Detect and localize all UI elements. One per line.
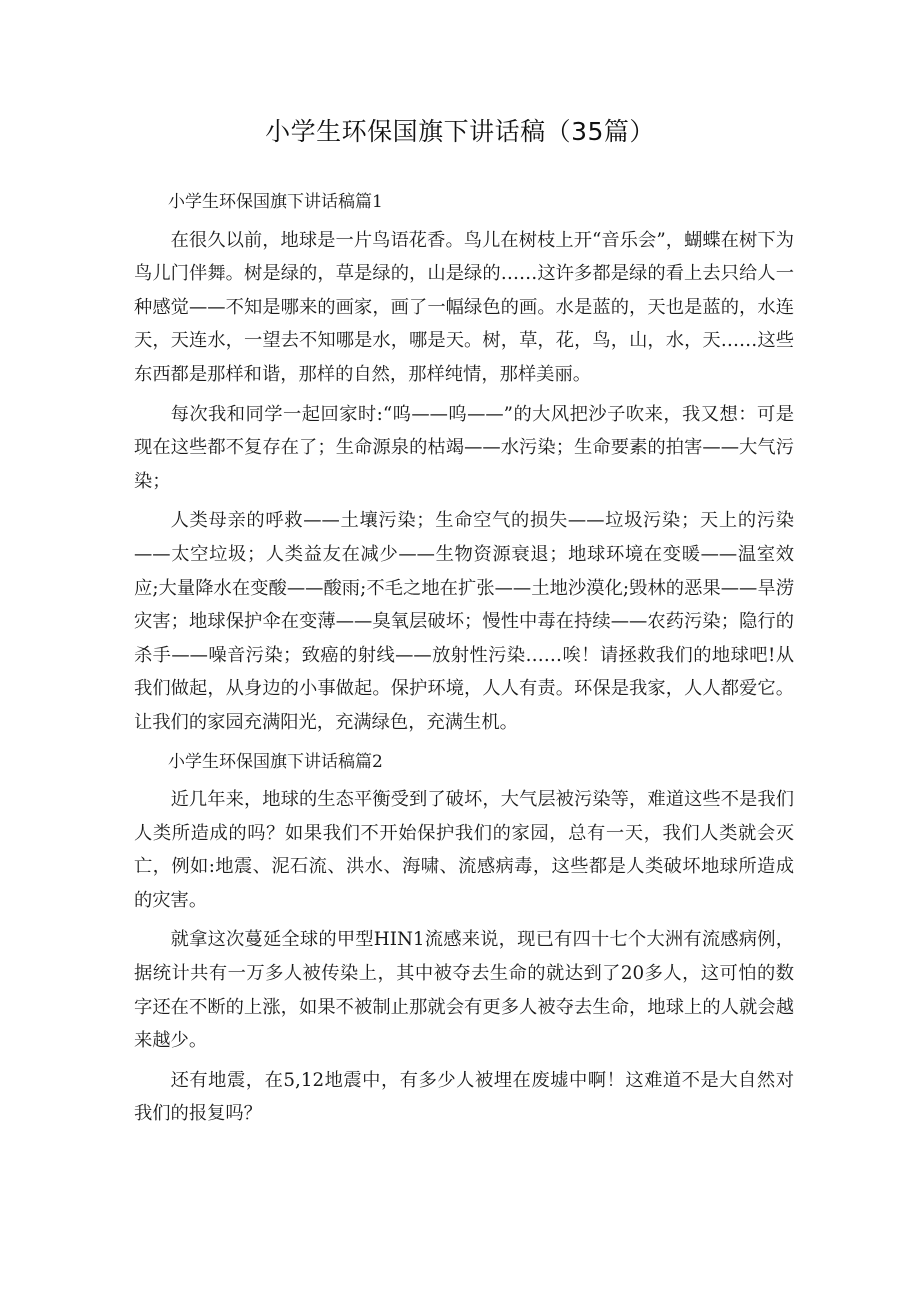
paragraph: 在很久以前，地球是一片鸟语花香。鸟儿在树枝上开“音乐会”，蝴蝶在树下为鸟儿门伴舞。树是绿的，草是绿的，山是绿的……这许多都是绿的看上去只给人一种感觉——不知是哪来的画家，画了一幅绿色的画。水是蓝的，天也是蓝的，水连天，天连水，一望去不知哪是水，哪是天。树，草，花，鸟，山，水，天……这些东西都是那样和谐，那样的自然，那样纯情，那样美丽。 [134, 229, 794, 385]
section-heading: 小学生环保国旗下讲话稿篇1 [168, 192, 383, 212]
document-body [134, 186, 794, 1137]
paragraph: 人类母亲的呼救——土壤污染；生命空气的损失——垃圾污染；天上的污染——太空垃圾；人类益友在减少——生物资源衰退；地球环境在变暖——温室效应;大量降水在变酸——酸雨;不毛之地在扩张——土地沙漠化;毁林的恶果——旱涝灾害；地球保护伞在变薄——臭氧层破坏；慢性中毒在持续——农药污染；隐行的杀手——噪音污染；致癌的射线——放射性污染……唉！请拯救我们的地球吧!从我们做起，从身边的小事做起。保护环境，人人有责。环保是我家，人人都爱它。让我们的家园充满阳光，充满绿色，充满生机。 [134, 510, 794, 733]
document-title: 小学生环保国旗下讲话稿（35篇） [265, 117, 655, 146]
paragraph: 就拿这次蔓延全球的甲型HIN1流感来说，现已有四十七个大洲有流感病例，据统计共有一万多人被传染上，其中被夺去生命的就达到了20多人，这可怕的数字还在不断的上涨，如果不被制止那就会有更多人被夺去生命，地球上的人就会越来越少。 [134, 929, 794, 1052]
paragraph: 每次我和同学一起回家时:“呜——呜——”的大风把沙子吹来，我又想：可是现在这些都不复存在了；生命源泉的枯竭——水污染；生命要素的拍害——大气污染； [134, 403, 794, 492]
section-heading: 小学生环保国旗下讲话稿篇2 [168, 751, 383, 772]
paragraph: 近几年来，地球的生态平衡受到了破坏，大气层被污染等，难道这些不是我们人类所造成的吗？如果我们不开始保护我们的家园，总有一天，我们人类就会灭亡，例如:地震、泥石流、洪水、海啸、流感病毒，这些都是人类破坏地球所造成的灾害。 [134, 789, 794, 911]
paragraph: 还有地震，在5,12地震中，有多少人被埋在废墟中啊！这难道不是大自然对我们的报复吗？ [134, 1069, 794, 1125]
